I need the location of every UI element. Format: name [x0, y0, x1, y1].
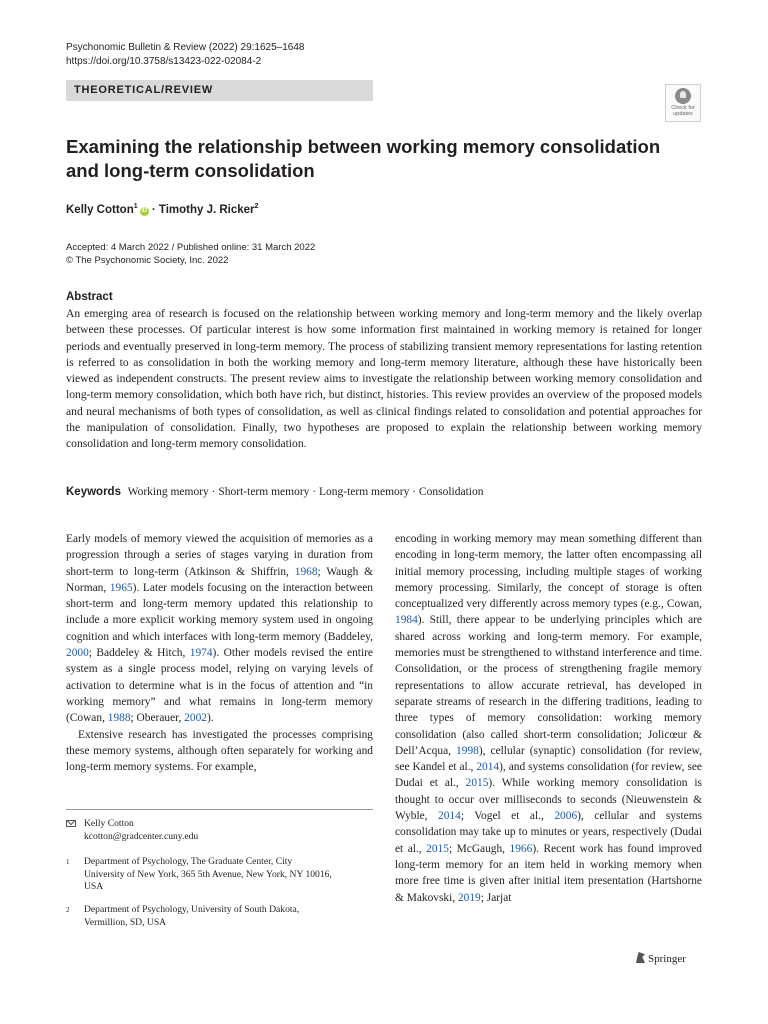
affiliation-number: 2	[66, 906, 70, 914]
article-type-label: THEORETICAL/REVIEW	[66, 80, 373, 101]
affiliation-text: Department of Psychology, The Graduate Center, City University of New York, 365 5th Avenue, New York, NY 10016, USA	[84, 856, 332, 892]
body-paragraph: Early models of memory viewed the acquisition of memories as a progression through a series of stages varying in duration from short-term to long-term (Atkinson & Shiffrin, 1968; Waugh & Norman, 1965). Later models focusing on the interaction between short-term and long-term memory updated this relationship to include a more explicit working memory system used in ongoing cognition and which interfaces with long-term memory (Baddeley, 2000; Baddeley & Hitch, 1974). Other models revised the entire system as a single process model, relying on varying levels of activation to determine what is in the focus of attention and “in working memory” and what remains in long-term memory (Cowan, 1988; Oberauer, 2002).	[66, 533, 374, 725]
corresponding-author-email[interactable]: kcotton@gradcenter.cuny.edu	[84, 830, 199, 842]
author-separator: ·	[148, 203, 159, 216]
envelope-icon	[66, 820, 76, 827]
body-column-right	[395, 531, 702, 906]
author-name[interactable]: Kelly Cotton	[66, 203, 134, 216]
accepted-date: Accepted: 4 March 2022	[66, 242, 169, 253]
article-title: Examining the relationship between working memory consolidation and long-term consolidation	[66, 136, 661, 181]
citation-link[interactable]: 2006	[554, 810, 578, 823]
bookmark-icon	[675, 88, 691, 104]
author-name[interactable]: Timothy J. Ricker	[158, 203, 255, 216]
body-column-left	[66, 531, 373, 775]
corresponding-author-name: Kelly Cotton	[84, 818, 134, 829]
publisher-logo	[636, 952, 686, 965]
abstract-heading: Abstract	[66, 291, 113, 303]
citation-link[interactable]: 1984	[395, 614, 418, 627]
doi-link[interactable]: https://doi.org/10.3758/s13423-022-02084-2	[66, 56, 262, 67]
citation-link[interactable]: 2019	[457, 891, 481, 904]
orcid-icon[interactable]: iD	[141, 207, 148, 214]
citation-link[interactable]: 1968	[294, 565, 318, 578]
published-date: / Published online: 31 March 2022	[168, 242, 316, 253]
affiliation-number: 1	[66, 858, 70, 866]
journal-citation: Psychonomic Bulletin & Review (2022) 29:1625–1648	[66, 42, 305, 53]
author-affiliation-mark: 2	[254, 203, 259, 210]
citation-link[interactable]: 2015	[465, 777, 489, 790]
journal-info	[66, 41, 304, 69]
citation-link[interactable]: 1974	[189, 647, 213, 660]
citation-link[interactable]: 1988	[107, 712, 131, 725]
publisher-name: Springer	[648, 953, 686, 965]
citation-link[interactable]: 2002	[184, 712, 207, 725]
citation-link[interactable]: 1965	[109, 581, 133, 594]
citation-link[interactable]: 1998	[456, 744, 479, 757]
citation-link[interactable]: 2000	[66, 647, 89, 660]
author-list	[66, 203, 258, 216]
footnote-divider	[66, 809, 373, 810]
affiliation-text: Department of Psychology, University of South Dakota, Vermillion, SD, USA	[84, 904, 300, 928]
abstract-text: An emerging area of research is focused on the relationship between working memory and long-term memory and the likely overlap between these processes. Of particular interest is how some information first maintained in working memory is retained for longer periods and eventually preserved in long-term memory. The process of stabilizing transient memory representations for lasting retention is referred to as consolidation in both the working memory and long-term memory literature, although these have historically been viewed as independent constructs. The present review aims to investigate the relationship between working memory consolidation and long-term memory consolidation, which both have rich, but distinct, histories. This review provides an overview of the proposed models and neural mechanisms of both types of consolidation, as well as clinical findings related to consolidation and potential approaches for the manipulation of consolidation. Finally, two hypotheses are proposed to explain the relationship between working memory consolidation and long-term memory consolidation.	[66, 307, 702, 451]
citation-link[interactable]: 2015	[426, 842, 449, 855]
publication-dates	[66, 241, 315, 267]
keywords-list: Working memory · Short-term memory · Long-term memory · Consolidation	[127, 486, 484, 498]
keywords	[66, 486, 706, 498]
citation-link[interactable]: 2014	[476, 761, 500, 774]
body-paragraph: encoding in working memory may mean something different than encoding in long-term memory, the latter often encompassing all initial memory processing, including multiple stages of working memory processing. Similarly, the concept of storage is often conceptualized very differently across memory types (e.g., Cowan, 1984). Still, there appear to be underlying principles which are shared across working and long-term memory. For example, memories must be strengthened to withstand interference and time. Consolidation, or the process of strengthening fragile memory representations to allow accurate retrieval, has developed in separate streams of research in the differing traditions, leading to three types of memory consolidation: working memory consolidation (also called short-term consolidation; Jolicœur & Dell’Acqua, 1998), cellular (synaptic) consolidation (for review, see Kandel et al., 2014), and systems consolidation (for review, see Dudai et al., 2015). While working memory consolidation is thought to occur over milliseconds to seconds (Nieuwenstein & Wyble, 2014; Vogel et al., 2006), cellular and systems consolidation may take up to minutes or years, respectively (Dudai et al., 2015; McGaugh, 1966). Recent work has found improved long-term memory for an item held in working memory when more free time is given after initial item presentation (Hartshorne & Makovski, 2019; Jarjat	[395, 533, 703, 904]
check-for-updates-button[interactable]	[665, 84, 701, 122]
body-paragraph: Extensive research has investigated the processes comprising these memory systems, although often separately for working and long-term memory systems. For example,	[66, 728, 373, 774]
copyright-notice: © The Psychonomic Society, Inc. 2022	[66, 255, 229, 266]
check-updates-label: Check for updates	[671, 105, 695, 117]
citation-link[interactable]: 2014	[438, 810, 461, 823]
author-affiliation-mark: 1	[133, 203, 138, 210]
keywords-label: Keywords	[66, 486, 121, 498]
citation-link[interactable]: 1966	[509, 842, 533, 855]
springer-horse-icon	[636, 952, 645, 963]
